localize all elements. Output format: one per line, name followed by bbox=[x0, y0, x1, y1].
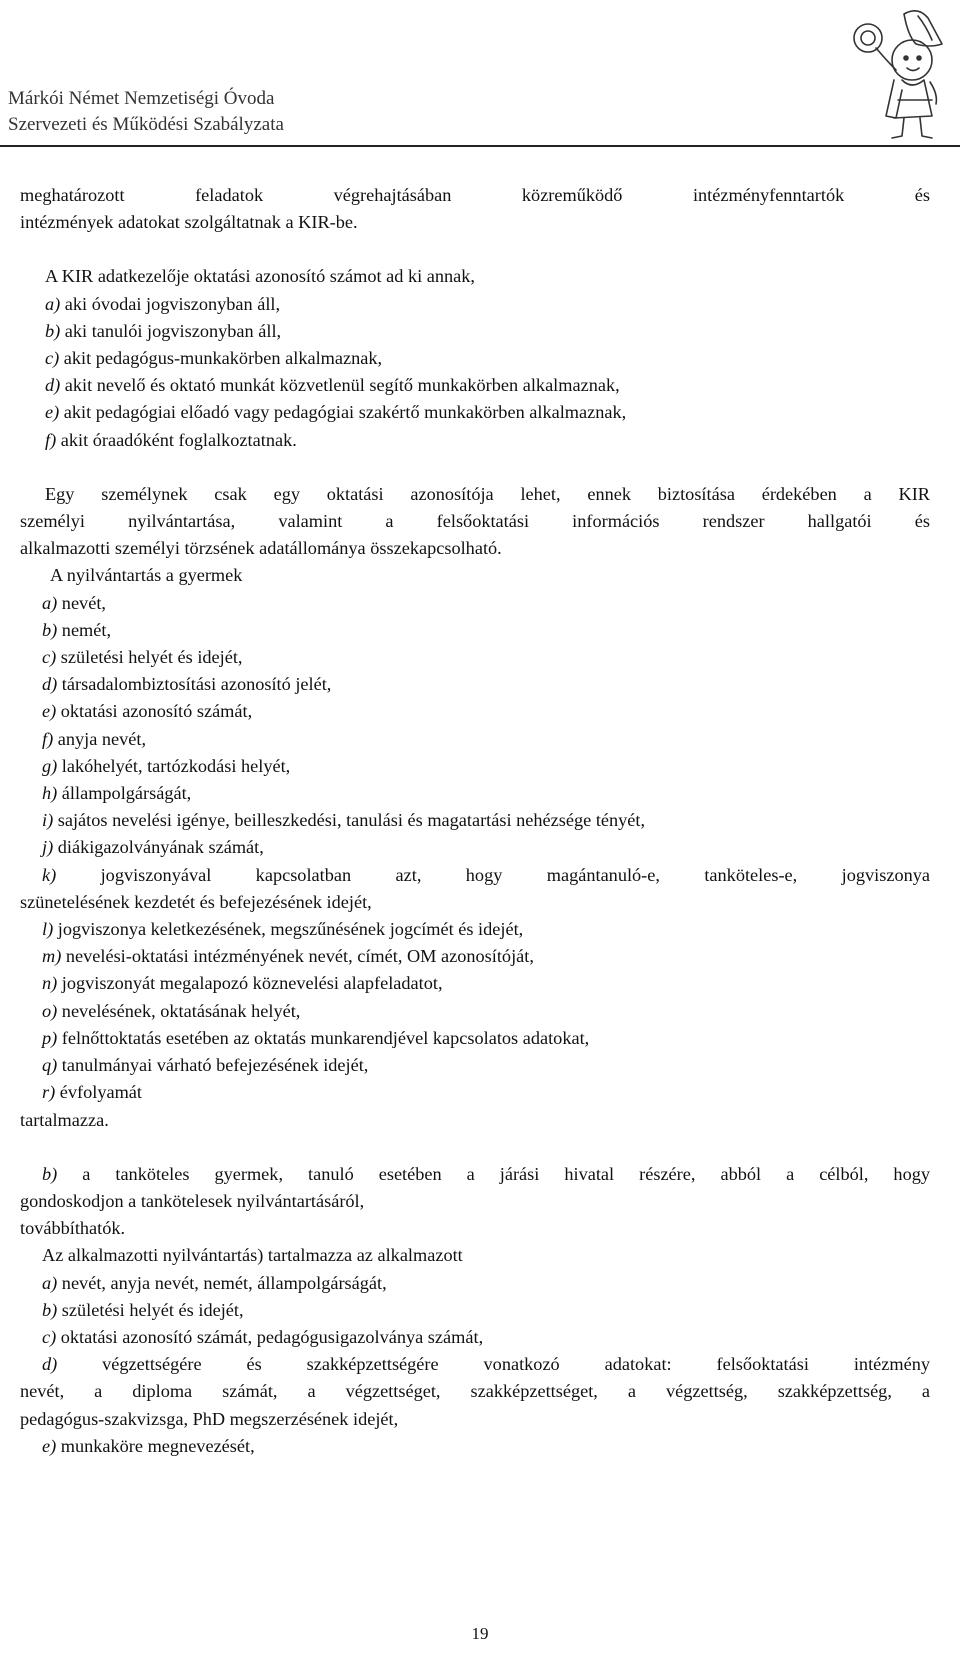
list-text: akit nevelő és oktató munkát közvetlenül segítő munkakörben alkalmaznak, bbox=[60, 375, 620, 396]
list-item bbox=[20, 726, 930, 753]
list-text: akit óraadóként foglalkoztatnak. bbox=[56, 429, 297, 450]
list-employee-registry bbox=[20, 1270, 930, 1460]
list-item bbox=[20, 998, 930, 1025]
paragraph-line: meghatározott feladatok végrehajtásában közreműködő intézményfenntartók és bbox=[20, 185, 930, 205]
paragraph-line: személyi nyilvántartása, valamint a felsőoktatási információs rendszer hallgatói és bbox=[20, 511, 930, 532]
list-marker: q) bbox=[42, 1055, 58, 1076]
paragraph-line: Egy személynek csak egy oktatási azonosítója lehet, ennek biztosítása érdekében a KIR bbox=[45, 483, 930, 504]
list-marker: a) bbox=[45, 293, 61, 314]
paragraph-text: a tanköteles gyermek, tanuló esetében a járási hivatal részére, abból a célból, hogy bbox=[57, 1163, 930, 1184]
list-marker: n) bbox=[42, 973, 58, 994]
list-item bbox=[20, 862, 930, 889]
paragraph-gap bbox=[20, 454, 930, 481]
list-item bbox=[20, 318, 930, 345]
list-marker: d) bbox=[42, 1354, 58, 1375]
list-text: aki óvodai jogviszonyban áll, bbox=[60, 293, 281, 314]
list-text: nevelési-oktatási intézményének nevét, címét, OM azonosítóját, bbox=[61, 946, 534, 967]
list-item bbox=[20, 834, 930, 861]
paragraph-line: továbbíthatók. bbox=[20, 1218, 126, 1239]
list-item bbox=[20, 1351, 930, 1378]
list-text: sajátos nevelési igénye, beilleszkedési, tanulási és magatartási nehézsége tényét, bbox=[53, 810, 646, 831]
list-text: oktatási azonosító számát, pedagógusigazolványa számát, bbox=[56, 1326, 484, 1347]
page-header bbox=[0, 0, 960, 146]
list-marker: b) bbox=[45, 320, 61, 341]
list-item bbox=[20, 399, 930, 426]
list-item bbox=[20, 291, 930, 318]
list-child-registry bbox=[20, 590, 930, 1107]
list-marker: r) bbox=[42, 1082, 56, 1103]
list-text: lakóhelyét, tartózkodási helyét, bbox=[57, 755, 291, 776]
list-text: anyja nevét, bbox=[53, 728, 147, 749]
paragraph-line bbox=[20, 1161, 930, 1188]
list-text: aki tanulói jogviszonyban áll, bbox=[60, 320, 282, 341]
list-text: jogviszonyát megalapozó köznevelési alapfeladatot, bbox=[57, 973, 443, 994]
list-marker: l) bbox=[42, 919, 54, 940]
list-text: jogviszonyával kapcsolatban azt, hogy magántanuló-e, tanköteles-e, jogviszonya bbox=[56, 864, 930, 885]
list-text: munkaköre megnevezését, bbox=[56, 1435, 255, 1456]
list-marker: e) bbox=[45, 402, 60, 423]
list-marker: b) bbox=[42, 1299, 58, 1320]
paragraph-line: gondoskodjon a tankötelesek nyilvántartásáról, bbox=[20, 1190, 365, 1211]
child-with-horn-logo-icon bbox=[846, 4, 952, 144]
list-item bbox=[20, 1297, 930, 1324]
list-text: születési helyét és idejét, bbox=[56, 647, 243, 668]
list-marker: c) bbox=[42, 1326, 57, 1347]
list-text: nemét, bbox=[57, 619, 112, 640]
list-item bbox=[20, 916, 930, 943]
list-item bbox=[20, 644, 930, 671]
list-marker: d) bbox=[42, 674, 58, 695]
list-text: évfolyamát bbox=[55, 1082, 143, 1103]
paragraph-line: intézmények adatokat szolgáltatnak a KIR-be. bbox=[20, 212, 358, 233]
list-item bbox=[20, 427, 930, 454]
paragraph-gap bbox=[20, 236, 930, 263]
header-line-2: Szervezeti és Működési Szabályzata bbox=[8, 114, 284, 135]
list-marker: o) bbox=[42, 1000, 58, 1021]
list-text: akit pedagógus-munkakörben alkalmaznak, bbox=[59, 348, 383, 369]
list-marker: c) bbox=[45, 348, 60, 369]
list-text: akit pedagógiai előadó vagy pedagógiai szakértő munkakörben alkalmaznak, bbox=[59, 402, 627, 423]
list-item bbox=[20, 1079, 930, 1106]
paragraph-intro: A KIR adatkezelője oktatási azonosító számot ad ki annak, bbox=[45, 266, 475, 287]
header-divider bbox=[0, 145, 960, 147]
list-text: tanulmányai várható befejezésének idejét, bbox=[57, 1055, 369, 1076]
list-marker: k) bbox=[42, 864, 57, 885]
list-text: felnőttoktatás esetében az oktatás munkarendjével kapcsolatos adatokat, bbox=[57, 1027, 590, 1048]
list-item bbox=[20, 1324, 930, 1351]
list-marker: i) bbox=[42, 810, 54, 831]
list-item bbox=[20, 1052, 930, 1079]
list-text: születési helyét és idejét, bbox=[57, 1299, 244, 1320]
list-marker: m) bbox=[42, 946, 62, 967]
list-item bbox=[20, 617, 930, 644]
list-item bbox=[20, 943, 930, 970]
paragraph-line: tartalmazza. bbox=[20, 1109, 109, 1130]
document-body bbox=[20, 182, 930, 1460]
list-item-continuation: szünetelésének kezdetét és befejezésének idejét, bbox=[20, 891, 372, 912]
list-item bbox=[20, 590, 930, 617]
header-title bbox=[8, 86, 284, 138]
list-text: jogviszonya keletkezésének, megszűnésének jogcímét és idejét, bbox=[53, 919, 524, 940]
list-marker: a) bbox=[42, 592, 58, 613]
list-marker: g) bbox=[42, 755, 58, 776]
list-marker: h) bbox=[42, 783, 58, 804]
paragraph-gap bbox=[20, 1134, 930, 1161]
list-marker: e) bbox=[42, 1435, 57, 1456]
list-item-continuation: pedagógus-szakvizsga, PhD megszerzésének idejét, bbox=[20, 1408, 399, 1429]
list-marker: b) bbox=[42, 619, 58, 640]
list-item bbox=[20, 1025, 930, 1052]
list-item bbox=[20, 671, 930, 698]
list-text: nevelésének, oktatásának helyét, bbox=[57, 1000, 301, 1021]
header-line-1: Márkói Német Nemzetiségi Óvoda bbox=[8, 88, 275, 109]
list-item bbox=[20, 807, 930, 834]
list-marker: e) bbox=[42, 701, 57, 722]
list-item-continuation: nevét, a diploma számát, a végzettséget, szakképzettséget, a végzettség, szakképzettség, a bbox=[20, 1381, 930, 1402]
list-marker: f) bbox=[42, 728, 54, 749]
list-text: nevét, anyja nevét, nemét, állampolgárságát, bbox=[57, 1272, 387, 1293]
list-text: végzettségére és szakképzettségére vonatkozó adatokat: felsőoktatási intézmény bbox=[57, 1354, 930, 1375]
list-text: oktatási azonosító számát, bbox=[56, 701, 253, 722]
list-text: nevét, bbox=[57, 592, 106, 613]
page-number: 19 bbox=[471, 1624, 489, 1643]
list-marker: d) bbox=[45, 375, 61, 396]
paragraph-line: alkalmazotti személyi törzsének adatállománya összekapcsolható. bbox=[20, 538, 502, 559]
list-marker: c) bbox=[42, 647, 57, 668]
list-item bbox=[20, 1270, 930, 1297]
paragraph-intro: Az alkalmazotti nyilvántartás) tartalmazza az alkalmazott bbox=[42, 1245, 463, 1266]
list-text: diákigazolványának számát, bbox=[53, 837, 264, 858]
paragraph-intro: A nyilvántartás a gyermek bbox=[50, 565, 243, 586]
list-item bbox=[20, 698, 930, 725]
list-item bbox=[20, 1433, 930, 1460]
list-item bbox=[20, 372, 930, 399]
list-item bbox=[20, 970, 930, 997]
list-item bbox=[20, 780, 930, 807]
list-marker: a) bbox=[42, 1272, 58, 1293]
list-marker: f) bbox=[45, 429, 57, 450]
list-text: állampolgárságát, bbox=[57, 783, 192, 804]
list-item bbox=[20, 753, 930, 780]
list-text: társadalombiztosítási azonosító jelét, bbox=[57, 674, 332, 695]
list-item bbox=[20, 345, 930, 372]
list-kir bbox=[20, 291, 930, 454]
list-marker: j) bbox=[42, 837, 54, 858]
list-marker: p) bbox=[42, 1027, 58, 1048]
list-marker: b) bbox=[42, 1163, 58, 1184]
